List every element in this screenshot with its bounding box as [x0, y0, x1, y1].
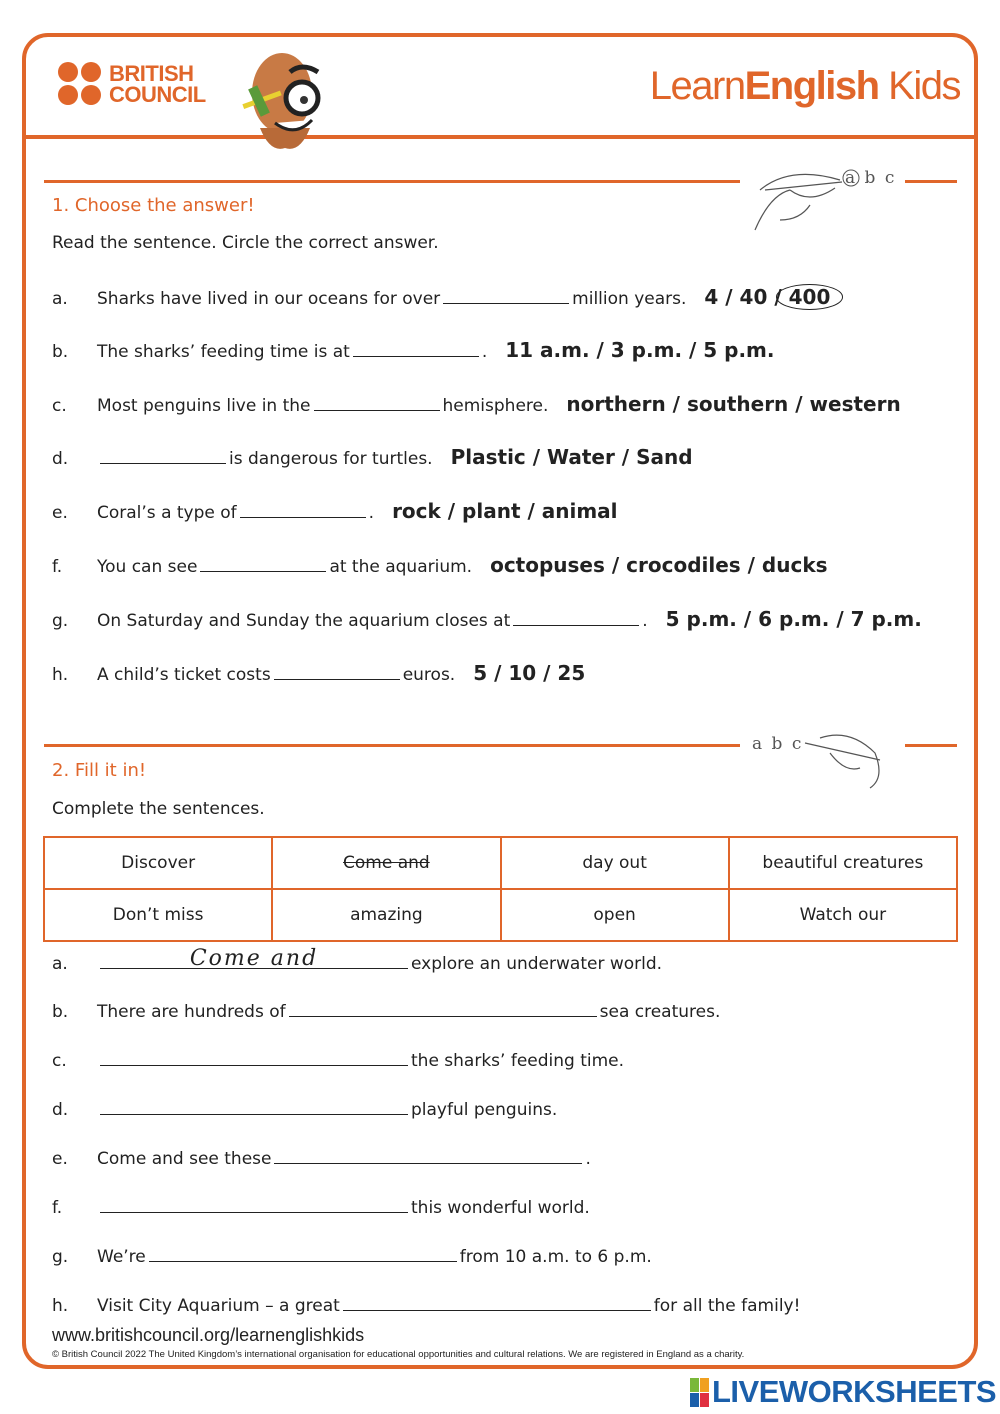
- fill-letter: c.: [52, 1051, 67, 1071]
- fill-blank[interactable]: [289, 1003, 597, 1017]
- header-divider: [24, 135, 976, 139]
- fill-row: [52, 1100, 557, 1120]
- fill-row: [52, 1002, 720, 1022]
- fill-blank[interactable]: [274, 1150, 582, 1164]
- answer-blank[interactable]: [200, 558, 326, 572]
- brand-line1: BRITISH: [109, 60, 194, 86]
- writing-hand-icon-2: [800, 728, 895, 798]
- fill-text-after: explore an underwater world.: [411, 954, 663, 974]
- options-text[interactable]: Plastic / Water / Sand: [450, 445, 693, 469]
- fill-text-before: Visit City Aquarium – a great: [97, 1296, 340, 1316]
- question-text-after: is dangerous for turtles.: [229, 449, 433, 469]
- hand-label-2: a b c: [752, 734, 804, 754]
- word-bank-cell-used: Come and: [272, 837, 500, 889]
- handwritten-answer[interactable]: Come and: [189, 946, 319, 971]
- question-text-before: The sharks’ feeding time is at: [97, 342, 350, 362]
- question-text-before: You can see: [97, 557, 198, 577]
- options-text[interactable]: 11 a.m. / 3 p.m. / 5 p.m.: [505, 338, 775, 362]
- question-row: [52, 338, 775, 362]
- answer-options[interactable]: [392, 499, 617, 523]
- section2-divider: [44, 744, 740, 747]
- question-text-before: Coral’s a type of: [97, 503, 237, 523]
- section1-divider: [44, 180, 740, 183]
- fill-text-after: the sharks’ feeding time.: [411, 1051, 625, 1071]
- question-text-after: euros.: [402, 665, 456, 685]
- circled-answer[interactable]: 400: [776, 284, 844, 310]
- fill-text-before: We’re: [97, 1247, 146, 1267]
- section2-title: 2. Fill it in!: [52, 760, 147, 781]
- fill-letter: g.: [52, 1247, 69, 1267]
- liveworksheets-text: LIVEWORKSHEETS: [712, 1374, 997, 1409]
- fill-row: [52, 946, 663, 974]
- question-letter: h.: [52, 665, 69, 685]
- question-text-after: .: [642, 611, 648, 631]
- writing-hand-icon: [750, 160, 860, 235]
- fill-text-before: There are hundreds of: [97, 1002, 286, 1022]
- fill-row: [52, 1149, 591, 1169]
- fill-blank[interactable]: [100, 946, 408, 971]
- question-text-after: hemisphere.: [442, 396, 549, 416]
- british-council-logo: [58, 62, 206, 105]
- question-row: [52, 445, 693, 469]
- question-text-after: .: [481, 342, 488, 362]
- liveworksheets-icon: [690, 1378, 709, 1407]
- fill-text-before: Come and see these: [97, 1149, 272, 1169]
- learnenglish-kids-logo: LearnEnglish Kids: [649, 64, 960, 108]
- fill-letter: a.: [52, 954, 68, 974]
- word-bank-cell: day out: [501, 837, 729, 889]
- question-letter: d.: [52, 449, 69, 469]
- fill-blank[interactable]: [343, 1297, 651, 1311]
- footer-copyright: © British Council 2022 The United Kingdom’s international organisation for educational opportunities and cultural relations. We are registered in England as a charity.: [52, 1349, 745, 1360]
- question-row: [52, 392, 901, 416]
- options-text[interactable]: 5 p.m. / 6 p.m. / 7 p.m.: [665, 607, 922, 631]
- fill-blank[interactable]: [100, 1052, 408, 1066]
- answer-options[interactable]: [451, 445, 693, 469]
- answer-blank[interactable]: [443, 290, 569, 304]
- question-text-before: Most penguins live in the: [97, 396, 311, 416]
- fill-letter: f.: [52, 1198, 63, 1218]
- word-bank-cell: beautiful creatures: [729, 837, 957, 889]
- word-bank-cell: Watch our: [729, 889, 957, 941]
- hand-label: a b c: [845, 168, 897, 188]
- fill-row: [52, 1296, 800, 1316]
- fill-text-after: sea creatures.: [599, 1002, 721, 1022]
- answer-blank[interactable]: [100, 450, 226, 464]
- section2-divider-right: [905, 744, 957, 747]
- options-text[interactable]: 4 / 40 /: [704, 285, 782, 309]
- answer-blank[interactable]: [513, 612, 639, 626]
- question-letter: a.: [52, 289, 68, 309]
- question-row: [52, 661, 585, 685]
- options-text[interactable]: rock / plant / animal: [392, 499, 618, 523]
- word-bank-cell: amazing: [272, 889, 500, 941]
- answer-options[interactable]: [505, 338, 774, 362]
- fill-text-after: from 10 a.m. to 6 p.m.: [459, 1247, 652, 1267]
- brand-line2: COUNCIL: [109, 81, 206, 107]
- question-text-before: A child’s ticket costs: [97, 665, 271, 685]
- answer-blank[interactable]: [353, 343, 479, 357]
- word-bank-cell: Don’t miss: [44, 889, 272, 941]
- question-text-before: On Saturday and Sunday the aquarium closes at: [97, 611, 511, 631]
- options-text[interactable]: octopuses / crocodiles / ducks: [490, 553, 828, 577]
- fill-blank[interactable]: [100, 1101, 408, 1115]
- fill-letter: b.: [52, 1002, 69, 1022]
- word-bank-cell: open: [501, 889, 729, 941]
- logo-dots-icon: [58, 62, 101, 105]
- answer-options[interactable]: [666, 607, 922, 631]
- options-text[interactable]: 5 / 10 / 25: [473, 661, 586, 685]
- fill-letter: h.: [52, 1296, 69, 1316]
- question-row: [52, 284, 843, 310]
- fill-text-after: this wonderful world.: [411, 1198, 590, 1218]
- question-text-after: million years.: [572, 289, 687, 309]
- question-letter: c.: [52, 396, 67, 416]
- footer-url[interactable]: www.britishcouncil.org/learnenglishkids: [52, 1325, 365, 1345]
- fill-letter: e.: [52, 1149, 68, 1169]
- mascot-icon: [240, 48, 330, 153]
- options-text[interactable]: northern / southern / western: [566, 392, 901, 416]
- word-bank-table: [43, 836, 958, 942]
- question-letter: f.: [52, 557, 63, 577]
- fill-blank[interactable]: [100, 1199, 408, 1213]
- fill-letter: d.: [52, 1100, 69, 1120]
- liveworksheets-logo: [690, 1374, 996, 1410]
- fill-text-after: .: [585, 1149, 591, 1169]
- fill-blank[interactable]: [149, 1248, 457, 1262]
- question-row: [52, 553, 828, 577]
- answer-options[interactable]: [473, 661, 585, 685]
- answer-options[interactable]: [566, 392, 900, 416]
- fill-row: [52, 1198, 590, 1218]
- fill-text-after: playful penguins.: [411, 1100, 558, 1120]
- fill-text-after: for all the family!: [653, 1296, 801, 1316]
- word-bank-cell: Discover: [44, 837, 272, 889]
- answer-blank[interactable]: [240, 504, 366, 518]
- answer-options[interactable]: [704, 285, 843, 309]
- answer-blank[interactable]: [274, 666, 400, 680]
- section1-instruction: Read the sentence. Circle the correct answer.: [52, 233, 439, 253]
- question-letter: e.: [52, 503, 68, 523]
- fill-row: [52, 1051, 624, 1071]
- section1-divider-right: [905, 180, 957, 183]
- answer-blank[interactable]: [314, 397, 440, 411]
- fill-row: [52, 1247, 652, 1267]
- answer-options[interactable]: [490, 553, 827, 577]
- question-letter: g.: [52, 611, 69, 631]
- question-row: [52, 499, 618, 523]
- section2-instruction: Complete the sentences.: [52, 799, 265, 819]
- question-text-before: Sharks have lived in our oceans for over: [97, 289, 441, 309]
- question-text-after: at the aquarium.: [329, 557, 473, 577]
- question-row: [52, 607, 922, 631]
- question-letter: b.: [52, 342, 69, 362]
- question-text-after: .: [368, 503, 375, 523]
- section1-title: 1. Choose the answer!: [52, 195, 255, 216]
